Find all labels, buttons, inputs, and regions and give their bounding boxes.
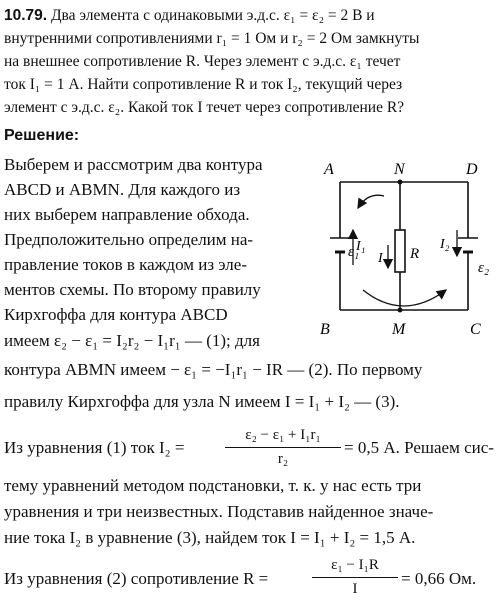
label-M: M xyxy=(392,321,406,338)
problem-number: 10.79. xyxy=(4,7,48,24)
label-e2: ε₂ xyxy=(478,260,490,276)
problem-line-5: элемент с э.д.с. ε₂. Какой ток I течет через сопротивление R? xyxy=(4,99,405,116)
circuit-diagram xyxy=(318,150,504,350)
solution-line-14: ние тока I₂ в уравнение (3), найдем ток I = I₁ + I₂ = 1,5 А. xyxy=(4,528,416,547)
solution-line-10: правилу Кирхгоффа для узла N имеем I = I₁ + I₂ — (3). xyxy=(4,392,400,411)
solution-line-15-left: Из уравнения (2) сопротивление R = xyxy=(4,569,269,588)
resistor-R xyxy=(395,230,405,272)
label-R: R xyxy=(410,246,420,262)
label-I1: I₁ xyxy=(356,239,366,254)
battery-e2 xyxy=(458,238,478,252)
problem-line-3: на внешнее сопротивление R. Через элемент с э.д.с. ε₁ течет xyxy=(4,53,401,70)
label-C: C xyxy=(470,321,481,338)
label-N: N xyxy=(394,161,405,178)
solution-line-7: Кирхгоффа для контура ABCD xyxy=(4,305,228,324)
solution-line-15-right: = 0,66 Ом. xyxy=(401,569,477,588)
arrow-loop-abcd xyxy=(363,290,446,306)
problem-line-4: ток I₁ = 1 А. Найти сопротивление R и ток I₂, текущий через xyxy=(4,76,403,93)
solution-line-13: уравнения и три неизвестных. Подставив найденное значе- xyxy=(4,502,434,521)
solution-line-9: контура ABMN имеем − ε₁ = −I₁r₁ − IR — (2). По первому xyxy=(4,360,423,379)
battery-e1 xyxy=(330,238,350,252)
label-I: I xyxy=(378,251,383,266)
label-I2: I₂ xyxy=(440,237,450,252)
solution-line-5: правление токов в каждом из эле- xyxy=(4,255,247,274)
fraction-I2-denominator: r₂ xyxy=(277,451,289,467)
solution-line-3: них выберем направление обхода. xyxy=(4,205,250,224)
fraction-R-numerator: ε₁ − I₁R xyxy=(331,557,379,573)
fraction-I2-numerator: ε₂ − ε₁ + I₁r₁ xyxy=(245,427,321,443)
solution-line-1: Выберем и рассмотрим два контура xyxy=(4,155,263,174)
problem-line-1: 10.79. Два элемента с одинаковыми э.д.с. ε₁ = ε₂ = 2 В и xyxy=(4,7,375,24)
solution-line-2: ABCD и ABMN. Для каждого из xyxy=(4,180,241,199)
node-N xyxy=(398,180,403,185)
problem-line-2: внутренними сопротивлениями r₁ = 1 Ом и r₂ = 2 Ом замкнуты xyxy=(4,30,420,47)
fraction-R-denominator: I xyxy=(352,581,358,597)
label-B: B xyxy=(320,321,330,338)
solution-line-11-left: Из уравнения (1) ток I₂ = xyxy=(4,438,185,457)
solution-line-6: ментов схемы. По второму правилу xyxy=(4,280,261,299)
solution-line-11-right: = 0,5 А. Решаем сис- xyxy=(344,438,494,457)
node-M xyxy=(398,308,403,313)
label-D: D xyxy=(466,161,478,178)
solution-line-12: тему уравнений методом подстановки, т. к. у нас есть три xyxy=(4,476,422,495)
label-e1: ε₁ xyxy=(348,244,360,260)
solution-line-8: имеем ε₂ − ε₁ = I₂r₂ − I₁r₁ — (1); для xyxy=(4,331,260,350)
solution-line-4: Предположительно определим на- xyxy=(4,230,254,249)
fraction-I2-bar xyxy=(225,447,341,448)
fraction-R-bar xyxy=(312,577,398,578)
solution-heading: Решение: xyxy=(4,127,80,144)
label-A: A xyxy=(324,161,334,178)
arrow-loop-abmn xyxy=(358,195,384,208)
